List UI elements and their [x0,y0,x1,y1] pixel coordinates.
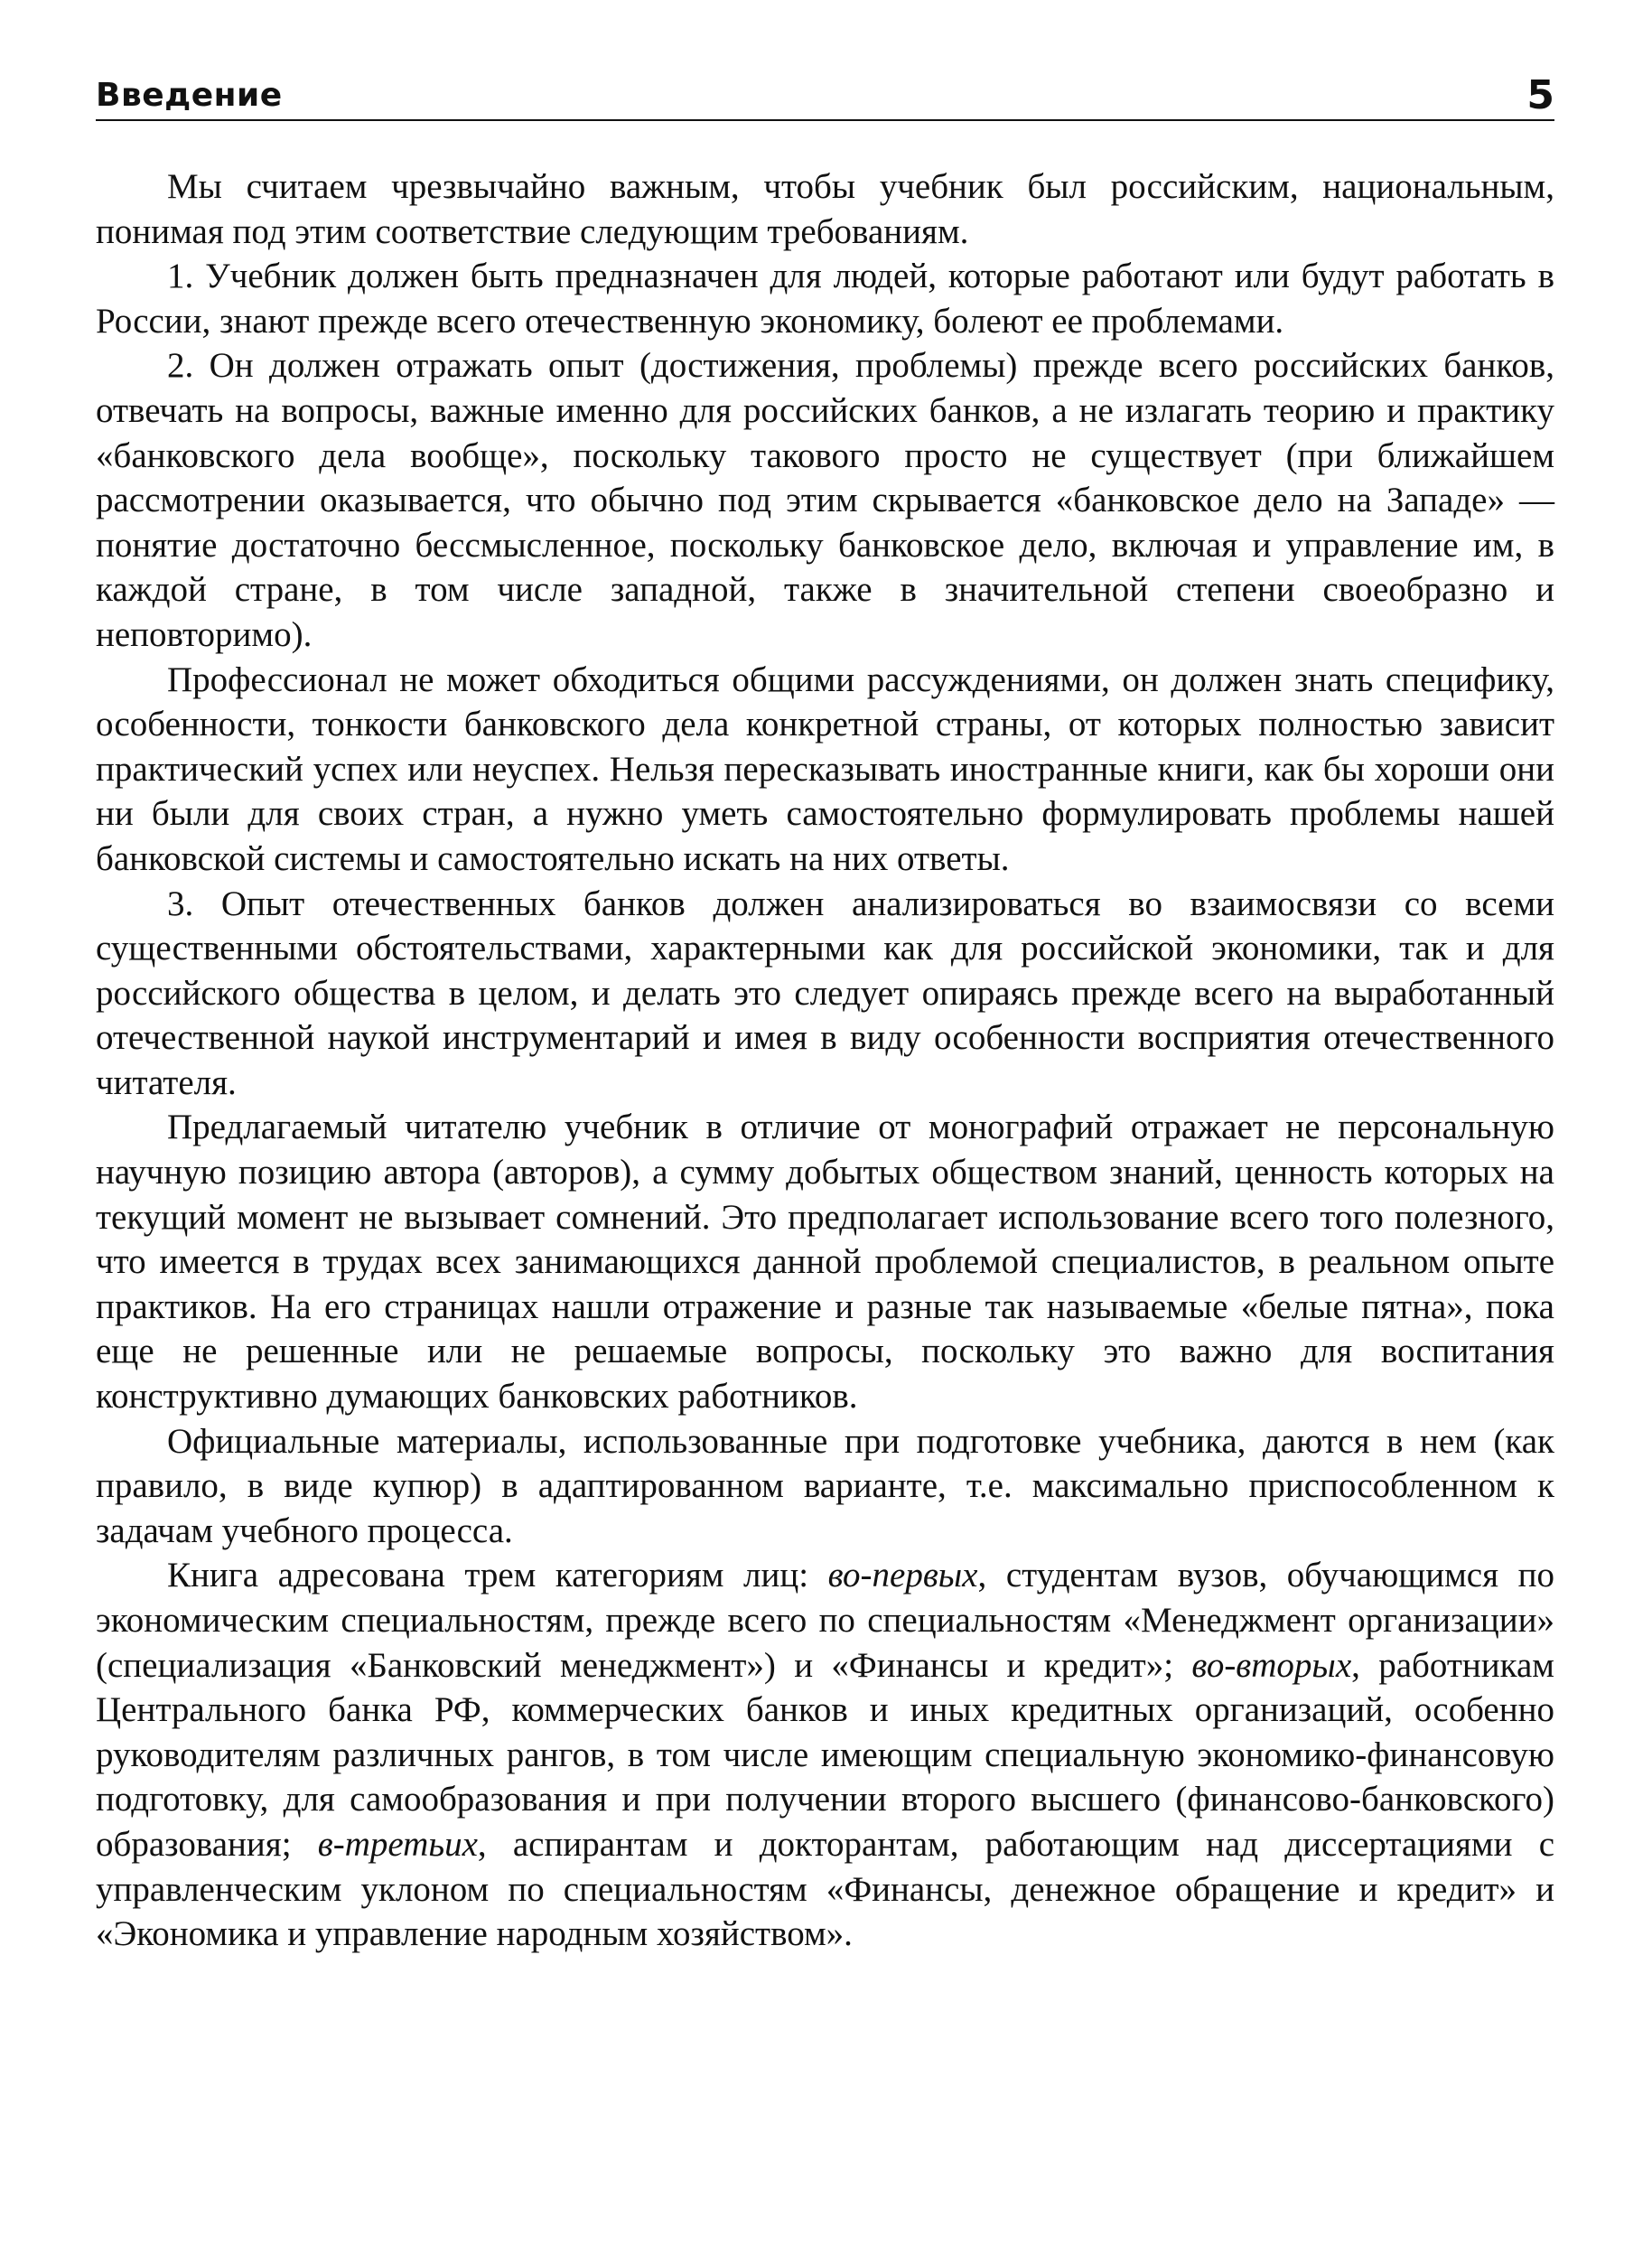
paragraph-requirement-1: 1. Учебник должен быть предназначен для людей, которые работают или будут работать в России, знают прежде всего отечественную экономику, болеют ее проблемами. [96,257,1554,341]
audience-first-marker: во-первых [827,1556,978,1595]
paragraph-intro: Мы считаем чрезвычайно важным, чтобы учебник был российским, национальным, понимая под этим соответствие следующим требованиям. [96,167,1554,251]
section-title: Введение [96,77,283,114]
book-page [96,63,1554,1957]
page-number: 5 [1526,72,1554,118]
body-text [96,164,1554,1957]
paragraph-requirement-2: 2. Он должен отражать опыт (достижения, проблемы) прежде всего российских банков, отвечать на вопросы, важные именно для российских банков, а не излагать теорию и практику «банковского дела вообще», поскольку такового просто не существует (при ближайшем рассмотрении оказывается, что обычно под этим скрывается «банковское дело на Западе» — понятие достаточно бессмысленное, поскольку банковское дело, включая и управление им, в каждой стране, в том числе западной, также в значительной степени своеобразно и неповторимо). [96,346,1554,654]
paragraph-textbook-scope: Предлагаемый читателю учебник в отличие от монографий отражает не персональную научную позицию автора (авторов), а сумму добытых обществом знаний, ценность которых на текущий момент не вызывает сомнений. Это предполагает использование всего того полезного, что имеется в трудах всех занимающихся данной проблемой специалистов, в реальном опыте практиков. На его страницах нашли отражение и разные так называемые «белые пятна», пока еще не решенные или не решаемые вопросы, поскольку это важно для воспитания конструктивно думающих банковских работников. [96,1108,1554,1417]
audience-third-marker: в-третьих [317,1824,478,1864]
paragraph-requirement-3: 3. Опыт отечественных банков должен анализироваться во взаимосвязи со всеми существенными обстоятельствами, характерными как для российской экономики, так и для российского общества в целом, и делать это следует опираясь прежде всего на выработанный отечественной наукой инструментарий и имея в виду особенности восприятия отечественного читателя. [96,884,1554,1102]
page-header [96,63,1554,121]
audience-lead: Книга адресована трем категориям лиц: [167,1556,828,1595]
paragraph-audience [96,1553,1554,1956]
paragraph-professional: Профессионал не может обходиться общими рассуждениями, он должен знать специфику, особенности, тонкости банковского дела конкретной страны, от которых полностью зависит практический успех или неуспех. Нельзя пересказывать иностранные книги, как бы хороши они ни были для своих стран, а нужно уметь самостоятельно формулировать проблемы нашей банковской системы и самостоятельно искать на них ответы. [96,659,1554,878]
audience-second-marker: во-вторых [1191,1645,1352,1685]
audience-first-text: , студентам вузов, обучающимся по экономическим специальностям, прежде всего по специальностям «Менеджмент организации» (специализация «Банковский менеджмент») и «Финансы и кредит»; [96,1556,1554,1685]
audience-third-text: , аспирантам и докторантам, работающим над диссертациями с управленческим уклоном по специальностям «Финансы, денежное обращение и кредит» и «Экономика и управление народным хозяйством». [96,1824,1555,1954]
paragraph-official-materials: Официальные материалы, использованные при подготовке учебника, даются в нем (как правило, в виде купюр) в адаптированном варианте, т.е. максимально приспособленном к задачам учебного процесса. [96,1421,1554,1550]
audience-second-text: , работникам Центрального банка РФ, коммерческих банков и иных кредитных организаций, особенно руководителям различных рангов, в том числе имеющим специальную экономико-финансовую подготовку, для самообразования и при получении второго высшего (финансово-банковского) образования; [96,1645,1554,1864]
